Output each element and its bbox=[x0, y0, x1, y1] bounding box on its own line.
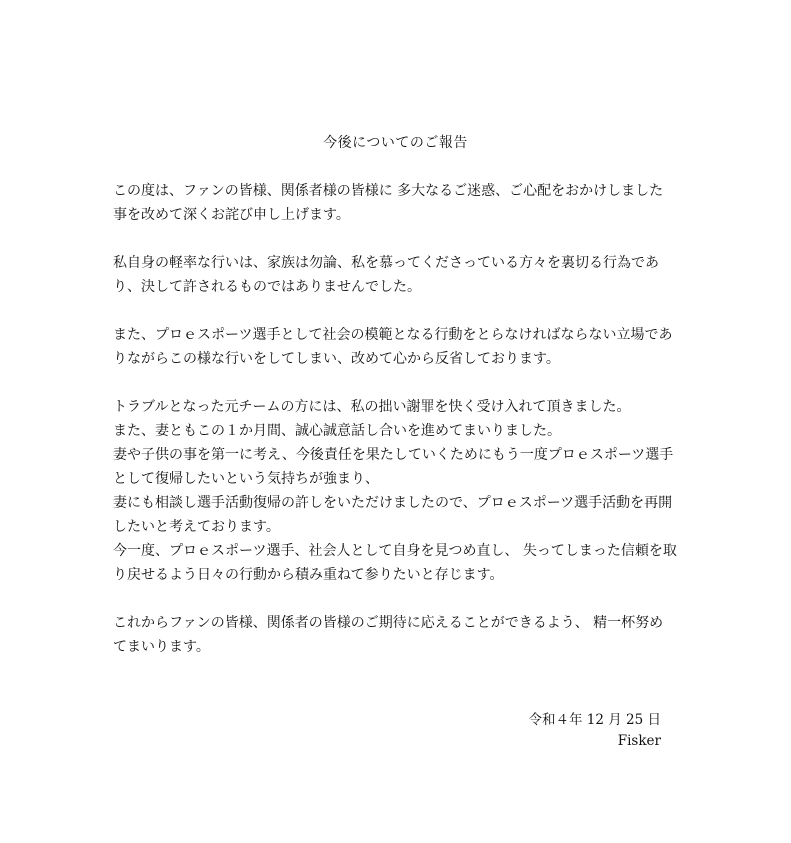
paragraph-line: り、決して許されるものではありませんでした。 bbox=[113, 279, 421, 295]
paragraph-return bbox=[113, 395, 683, 587]
paragraph-line: 妻にも相談し選手活動復帰の許しをいただけましたので、プロｅスポーツ選手活動を再開 bbox=[113, 495, 673, 511]
paragraph-line: 妻や子供の事を第一に考え、今後責任を果たしていくためにもう一度プロｅスポーツ選手 bbox=[113, 447, 674, 463]
document-title: 今後についてのご報告 bbox=[323, 135, 468, 151]
paragraph-line: として復帰したいという気持ちが強まり、 bbox=[113, 471, 379, 487]
paragraph-line: 事を改めて深くお詫び申し上げます。 bbox=[113, 207, 350, 223]
paragraph-line: トラブルとなった元チームの方には、私の拙い謝罪を快く受け入れて頂きました。 bbox=[113, 399, 631, 415]
paragraph-line: りながらこの様な行いをしてしまい、改めて心から反省しております。 bbox=[113, 351, 560, 367]
paragraph-line: これからファンの皆様、関係者の皆様のご期待に応えることができるよう、 精一杯努め bbox=[113, 615, 664, 631]
paragraph-apology bbox=[113, 179, 683, 227]
signature-date: 令和４年 12 月 25 日 bbox=[528, 712, 661, 728]
paragraph-line: てまいります。 bbox=[113, 639, 210, 655]
paragraph-line: 私自身の軽率な行いは、家族は勿論、私を慕ってくださっている方々を裏切る行為であ bbox=[113, 255, 659, 271]
paragraph-line: り戻せるよう日々の行動から積み重ねて参りたいと存じます。 bbox=[113, 567, 504, 583]
paragraph-responsibility bbox=[113, 323, 683, 371]
paragraph-line: また、プロｅスポーツ選手として社会の模範となる行動をとらなければならない立場であ bbox=[113, 327, 673, 343]
paragraph-line: この度は、ファンの皆様、関係者様の皆様に 多大なるご迷惑、ご心配をおかけしました bbox=[113, 183, 664, 199]
paragraph-line: また、妻ともこの１か月間、誠心誠意話し合いを進めてまいりました。 bbox=[113, 423, 561, 439]
paragraph-line: 今一度、プロｅスポーツ選手、社会人として自身を見つめ直し、 失ってしまった信頼を取 bbox=[113, 543, 677, 559]
paragraph-closing bbox=[113, 611, 683, 659]
signature-name: Fisker bbox=[617, 733, 661, 749]
paragraph-line: したいと考えております。 bbox=[113, 519, 280, 535]
paragraph-reflection bbox=[113, 251, 683, 299]
document-body bbox=[113, 179, 683, 659]
